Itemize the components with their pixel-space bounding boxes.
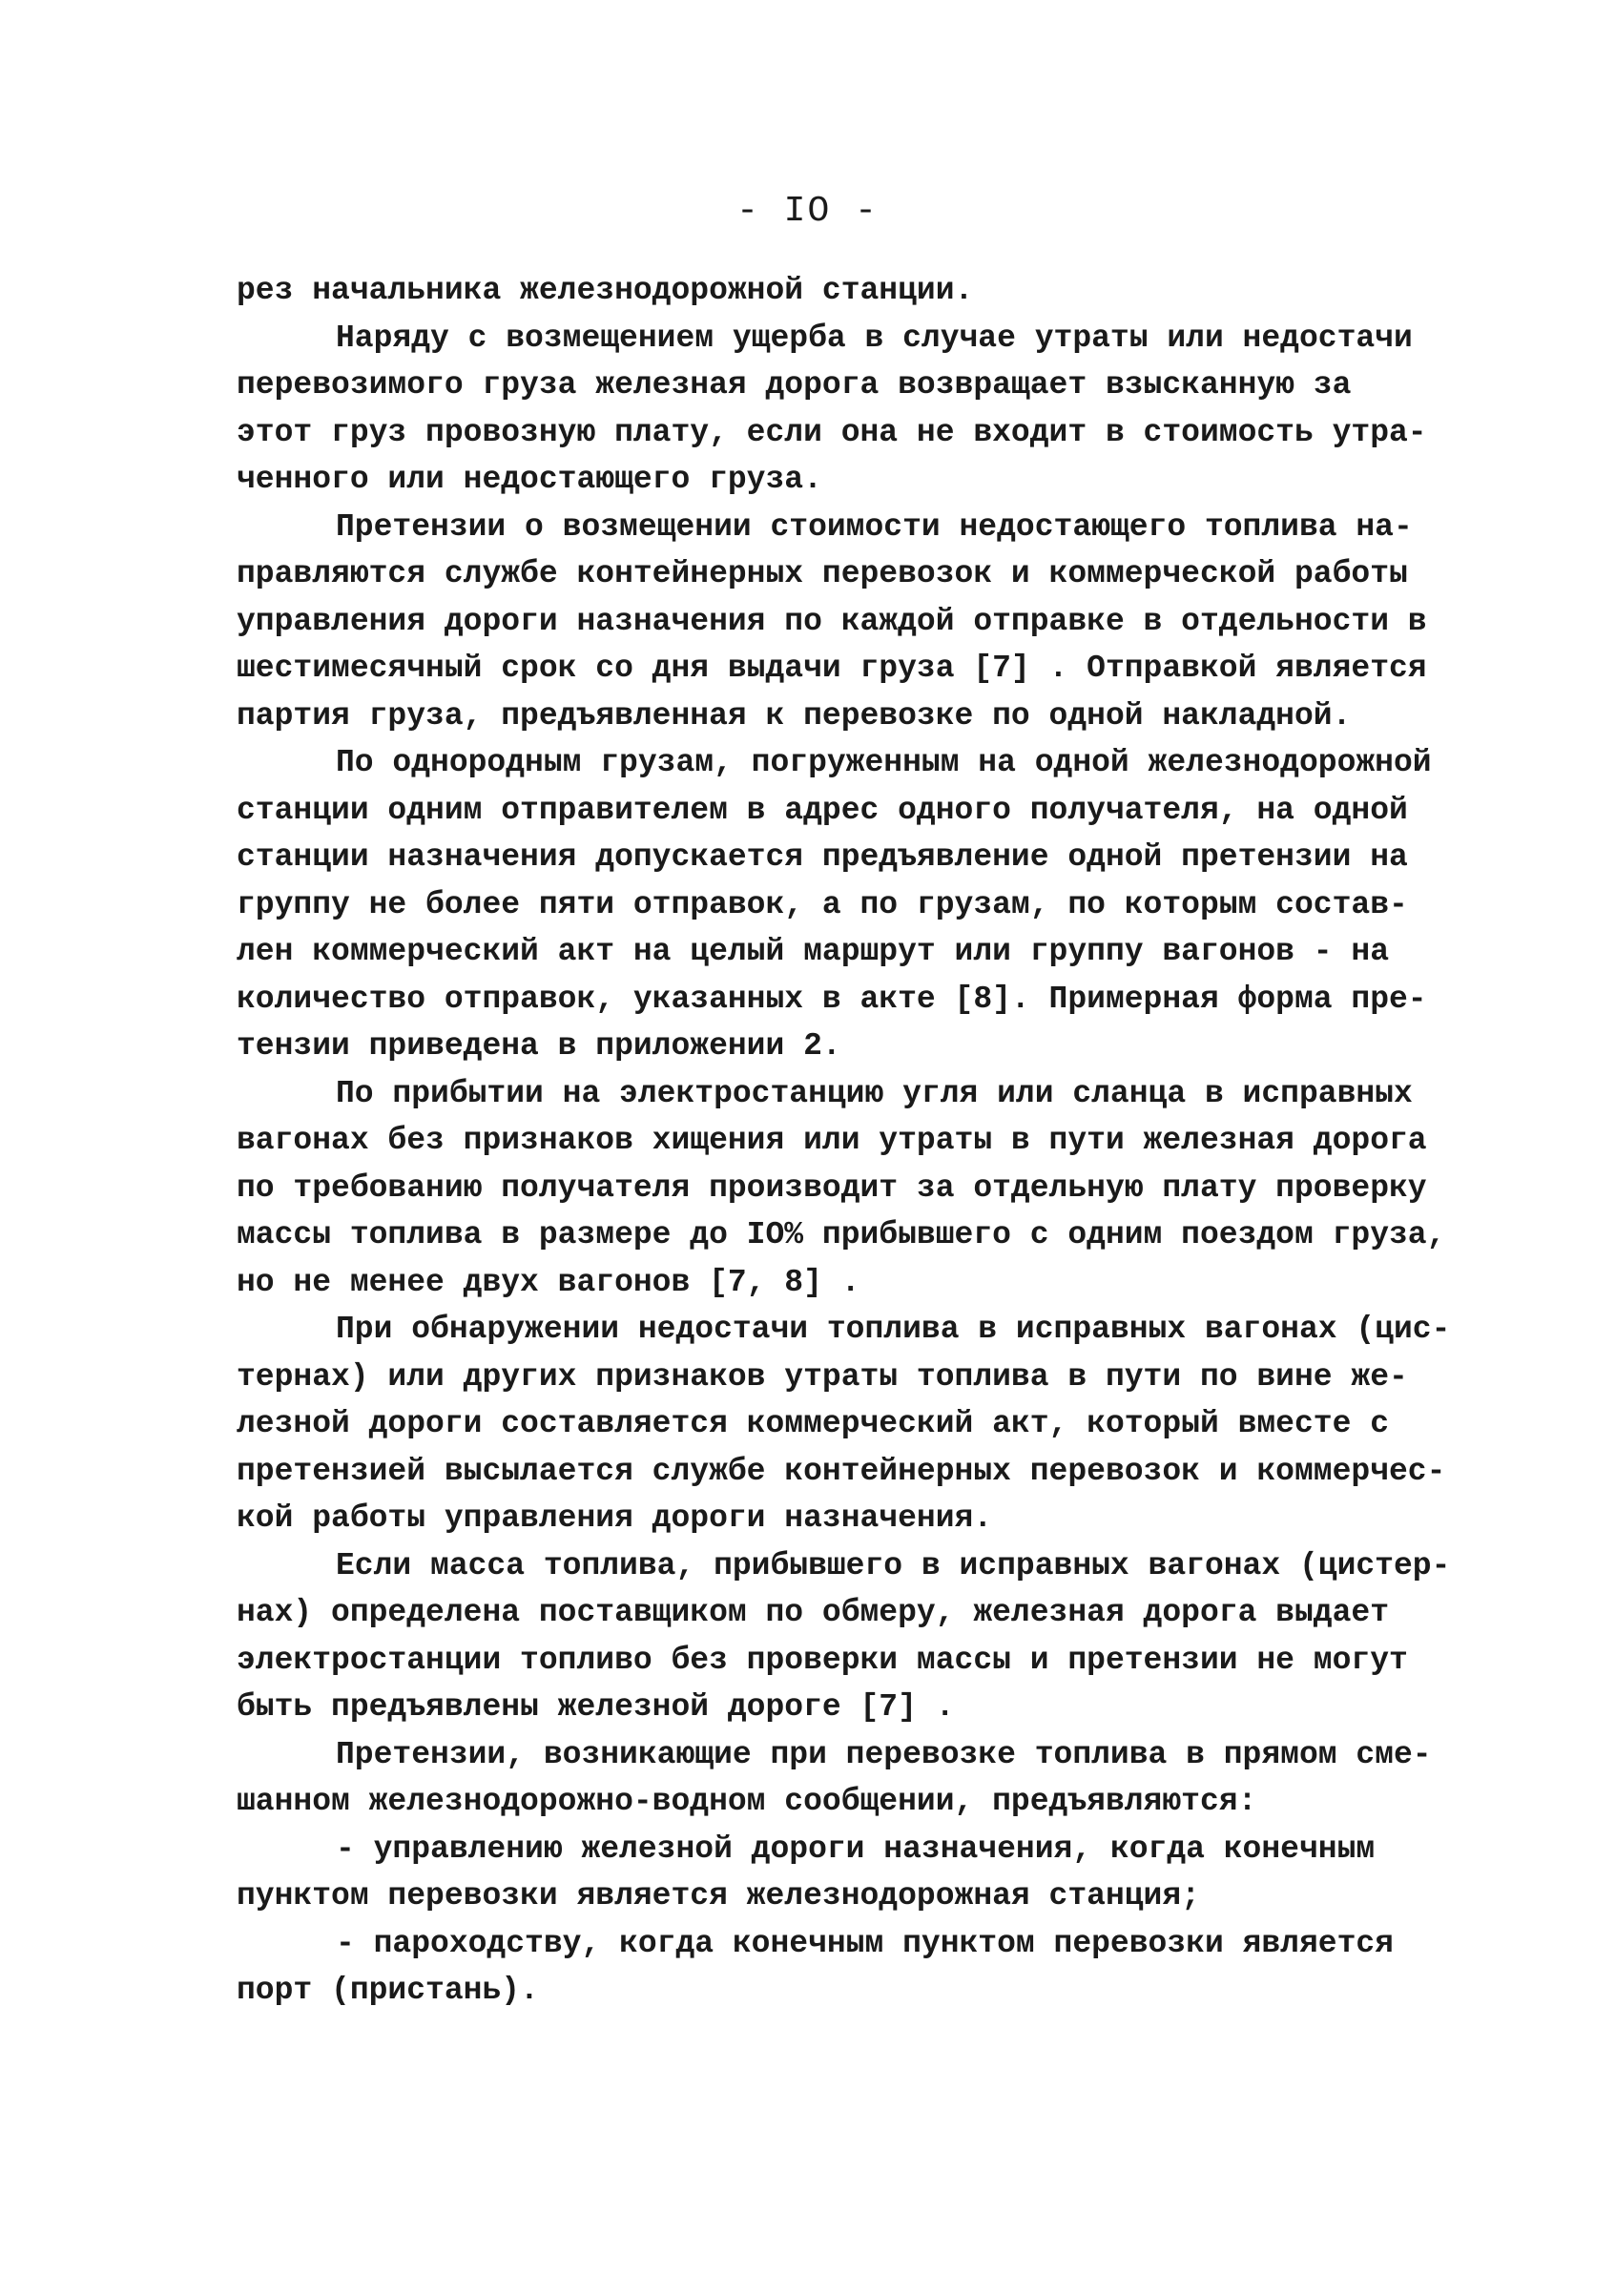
text-line: тернах) или других признаков утраты топлива в пути по вине же- [237,1358,1408,1395]
text-line: тензии приведена в приложении 2. [237,1028,841,1064]
body-text [237,267,1477,2015]
text-line: порт (пристань). [237,1973,539,2008]
text-line: претензией высылается службе контейнерных перевозок и коммерчес- [237,1453,1446,1489]
text-line: группу не более пяти отправок, а по грузам, по которым состав- [237,886,1408,922]
text-line: пунктом перевозки является железнодорожная станция; [237,1878,1200,1913]
text-line: По однородным грузам, погруженным на одной железнодорожной [336,745,1432,780]
text-line: правляются службе контейнерных перевозок и коммерческой работы [237,556,1408,591]
text-line: ченного или недостающего груза. [237,462,822,497]
text-line: массы топлива в размере до IO% прибывшего с одним поездом груза, [237,1217,1446,1252]
text-line: шестимесячный срок со дня выдачи груза [7] . Отправкой является [237,651,1427,686]
text-line: Претензии о возмещении стоимости недостающего топлива на- [336,508,1413,545]
text-line: станции назначения допускается предъявление одной претензии на [237,839,1408,875]
page-number: - IO - [736,191,879,232]
text-line: - пароходству, когда конечным пунктом перевозки является [336,1925,1394,1961]
text-line: При обнаружении недостачи топлива в исправных вагонах (цис- [336,1312,1451,1347]
text-line: лен коммерческий акт на целый маршрут или группу вагонов - на [237,934,1389,969]
text-line: рез начальника железнодорожной станции. [237,273,974,308]
text-line: количество отправок, указанных в акте [8]. Примерная форма пре- [237,981,1427,1017]
text-line: станции одним отправителем в адрес одного получателя, на одной [237,792,1408,828]
text-line: вагонах без признаков хищения или утраты в пути железная дорога [237,1123,1427,1158]
text-line: лезной дороги составляется коммерческий акт, который вместе с [237,1406,1389,1441]
text-line: но не менее двух вагонов [7, 8] . [237,1264,860,1300]
text-line: электростанции топливо без проверки массы и претензии не могут [237,1642,1408,1678]
text-line: этот груз провозную плату, если она не входит в стоимость утра- [237,414,1427,450]
text-line: быть предъявлены железной дороге [7] . [237,1689,955,1725]
text-line: шанном железнодорожно-водном сообщении, предъявляются: [237,1784,1257,1819]
text-line: Наряду с возмещением ущерба в случае утраты или недостачи [336,320,1413,356]
text-line: нах) определена поставщиком по обмеру, железная дорога выдает [237,1595,1389,1630]
text-line: Претензии, возникающие при перевозке топлива в прямом сме- [336,1736,1432,1772]
text-line: партия груза, предъявленная к перевозке по одной накладной. [237,697,1352,734]
text-line: По прибытии на электростанцию угля или сланца в исправных [336,1075,1413,1111]
text-line: перевозимого груза железная дорога возвращает взысканную за [237,367,1352,403]
text-line: Если масса топлива, прибывшего в исправных вагонах (цистер- [336,1547,1451,1583]
text-line: управления дороги назначения по каждой отправке в отдельности в [237,603,1427,639]
text-line: по требованию получателя производит за отдельную плату проверку [237,1169,1427,1206]
text-line: - управлению железной дороги назначения, когда конечным [336,1831,1376,1867]
text-line: кой работы управления дороги назначения. [237,1500,993,1536]
